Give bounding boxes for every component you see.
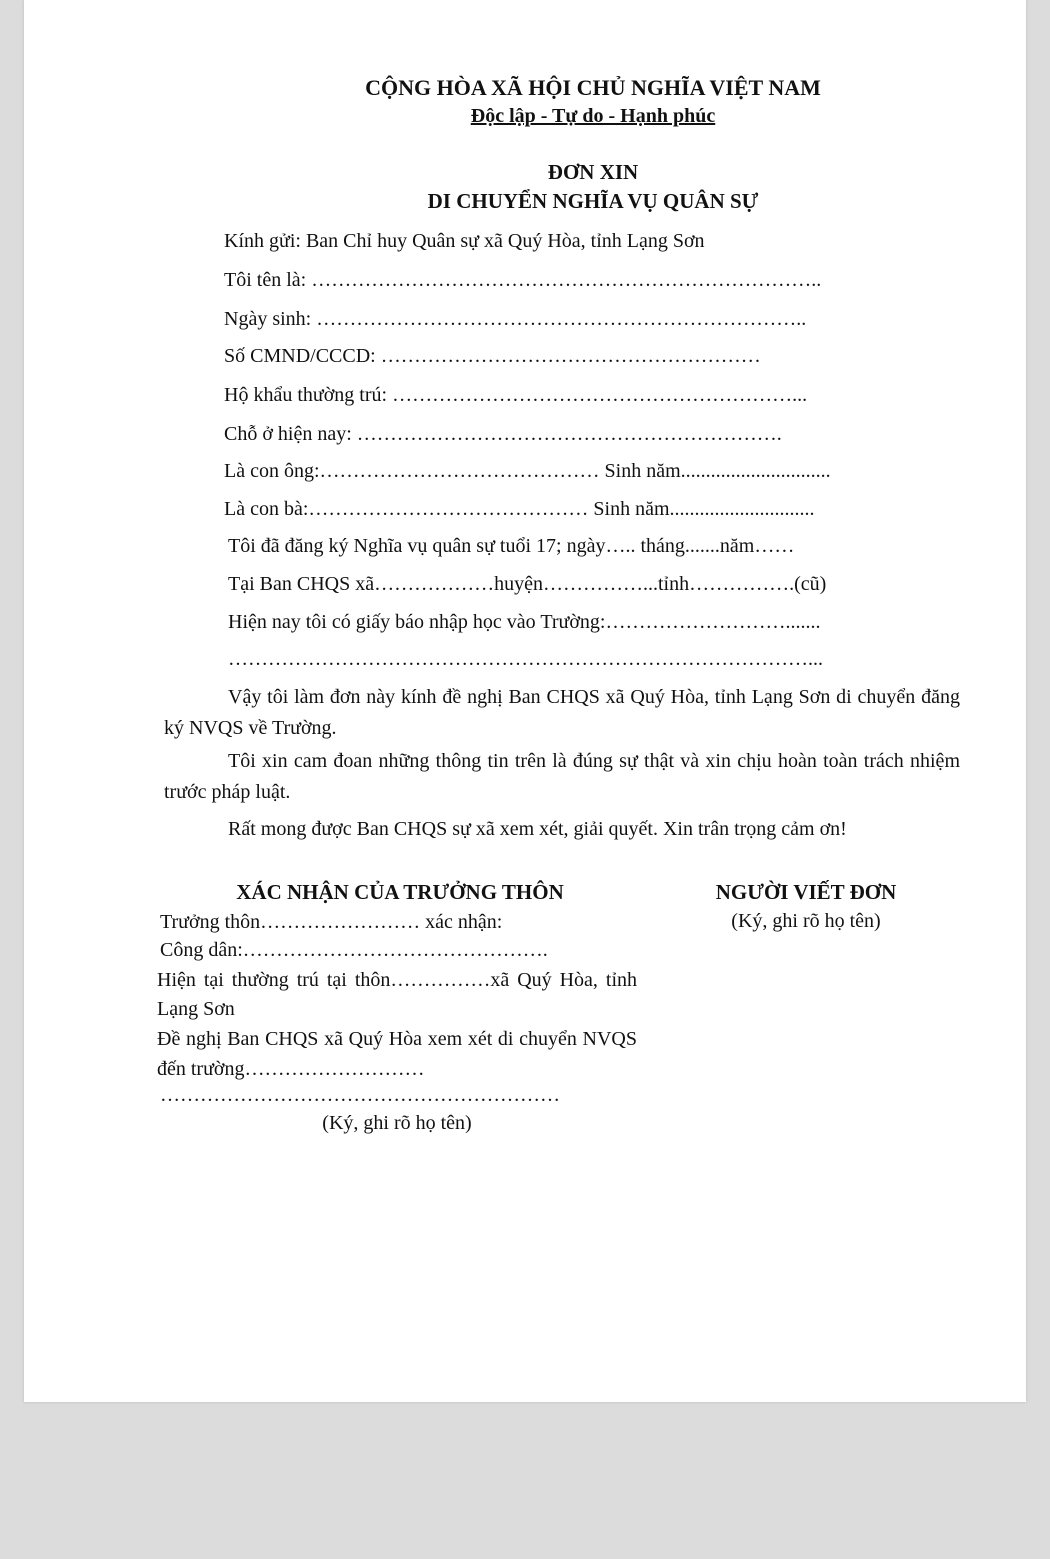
closing-paragraph: Rất mong được Ban CHQS sự xã xem xét, giải quyết. Xin trân trọng cảm ơn! bbox=[228, 818, 847, 840]
national-title: CỘNG HÒA XÃ HỘI CHỦ NGHĨA VIỆT NAM bbox=[365, 75, 821, 100]
current-address-field: Chỗ ở hiện nay: ………………………………………………………. bbox=[224, 423, 782, 445]
mother-field: Là con bà:…………………………………… Sinh năm............................. bbox=[224, 498, 815, 520]
applicant-title: NGƯỜI VIẾT ĐƠN bbox=[715, 880, 897, 904]
permanent-residence-field: Hộ khẩu thường trú: ……………………………………………………... bbox=[224, 384, 808, 406]
name-field: Tôi tên là: ………………………………………………………………….. bbox=[224, 269, 822, 291]
document-subtitle: DI CHUYỂN NGHĨA VỤ QUÂN SỰ bbox=[427, 189, 759, 213]
school-field: Hiện nay tôi có giấy báo nhập học vào Trường:………………………....... bbox=[228, 611, 821, 633]
village-head-line: Trưởng thôn…………………… xác nhận: bbox=[160, 911, 503, 933]
citizen-line: Công dân:………………………………………. bbox=[160, 939, 548, 961]
school-blank-line: ……………………………………………………………………………... bbox=[228, 648, 823, 670]
commitment-paragraph: Tôi xin cam đoan những thông tin trên là đúng sự thật và xin chịu hoàn toàn trách nhiệm trước pháp luật. bbox=[164, 750, 960, 803]
confirmation-blank-line: …………………………………………………… bbox=[160, 1084, 560, 1106]
id-number-field: Số CMND/CCCD: ………………………………………………… bbox=[224, 345, 761, 367]
registration-place-field: Tại Ban CHQS xã………………huyện……………...tỉnh…………….(cũ) bbox=[228, 573, 827, 595]
national-motto: Độc lập - Tự do - Hạnh phúc bbox=[470, 105, 716, 127]
dob-field: Ngày sinh: ……………………………………………………………….. bbox=[224, 308, 807, 330]
village-head-confirmation-title: XÁC NHẬN CỦA TRƯỞNG THÔN bbox=[236, 880, 564, 904]
father-field: Là con ông:…………………………………… Sinh năm.............................. bbox=[224, 460, 831, 482]
request-paragraph: Vậy tôi làm đơn này kính đề nghị Ban CHQS xã Quý Hòa, tỉnh Lạng Sơn di chuyển đăng ký NVQS về Trường. bbox=[164, 686, 960, 739]
document-title: ĐƠN XIN bbox=[547, 160, 639, 184]
residence-confirmation-line: Hiện tại thường trú tại thôn……………xã Quý Hòa, tỉnh Lạng Sơn bbox=[157, 969, 637, 1020]
registration-field: Tôi đã đăng ký Nghĩa vụ quân sự tuổi 17; ngày….. tháng.......năm…… bbox=[228, 535, 795, 557]
recipient-line: Kính gửi: Ban Chỉ huy Quân sự xã Quý Hòa, tỉnh Lạng Sơn bbox=[224, 230, 705, 252]
transfer-request-line: Đề nghị Ban CHQS xã Quý Hòa xem xét di chuyển NVQS đến trường……………………… bbox=[157, 1028, 637, 1080]
village-head-signature-note: (Ký, ghi rõ họ tên) bbox=[322, 1112, 472, 1134]
applicant-signature-note: (Ký, ghi rõ họ tên) bbox=[731, 910, 881, 932]
